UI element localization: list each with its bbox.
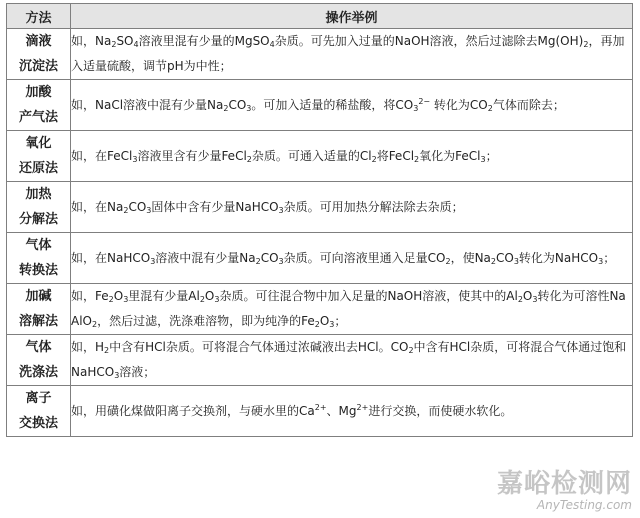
table-row (7, 233, 633, 284)
example-cell: 如，在FeCl$_3$溶液里含有少量FeCl$_2$杂质。可通入适量的$Cl_2$将FeCl$_2$氧化为FeCl$_3$； (71, 131, 633, 182)
methods-table (6, 3, 633, 437)
method-cell (7, 284, 71, 335)
method-name-part: 溶解法 (18, 314, 58, 329)
table-row (7, 182, 633, 233)
method-cell (7, 182, 71, 233)
table-row (7, 29, 633, 80)
table-row (7, 386, 633, 437)
example-cell: 如，$Na_2SO_4$溶液里混有少量的MgSO$_4$杂质。可先加入过量的NaOH溶液，然后过滤除去$Mg(OH)_2$，再加入适量硫酸，调节pH为中性； (71, 29, 633, 80)
example-cell: 如，用磺化煤做阳离子交换剂，与硬水里的$Ca^{2+}$、$Mg^{2+}$进行交换，而使硬水软化。 (71, 386, 633, 437)
method-name-part: 气体 (25, 340, 52, 355)
example-cell: 如，在$Na_2CO_3$固体中含有少量NaHCO$_3$杂质。可用加热分解法除去杂质； (71, 182, 633, 233)
header-example: 操作举例 (71, 4, 633, 29)
example-cell: 如，在NaHCO$_3$溶液中混有少量$Na_2CO_3$杂质。可向溶液里通入足量$CO_2$，使$Na_2CO_3$转化为NaHCO$_3$； (71, 233, 633, 284)
method-name-part: 滴液 (25, 34, 52, 49)
method-name-part: 加碱 (25, 289, 52, 304)
method-cell (7, 386, 71, 437)
method-name-part: 还原法 (18, 161, 58, 176)
method-name-part: 氧化 (25, 136, 52, 151)
method-name-part: 产气法 (18, 110, 58, 125)
example-cell: 如，$Fe_2O_3$里混有少量$Al_2O_3$杂质。可往混合物中加入足量的NaOH溶液，使其中的$Al_2O_3$转化为可溶性NaAlO$_2$，然后过滤，洗涤难溶物，即为纯净的$Fe_2O_3$； (71, 284, 633, 335)
example-cell: 如，NaCl溶液中混有少量$Na_2CO_3$。可加入适量的稀盐酸，将$CO_3^{2-}$ 转化为$CO_2$气体而除去； (71, 80, 633, 131)
header-method: 方法 (7, 4, 71, 29)
method-cell (7, 29, 71, 80)
method-name-part: 洗涤法 (18, 365, 58, 380)
method-name-part: 加热 (25, 187, 52, 202)
example-cell: 如，$H_2$中含有HCl杂质。可将混合气体通过浓碱液出去HCl。$CO_2$中含有HCl杂质，可将混合气体通过饱和NaHCO$_3$溶液； (71, 335, 633, 386)
method-name-part: 转换法 (18, 263, 58, 278)
method-cell (7, 131, 71, 182)
method-name-part: 沉淀法 (18, 59, 58, 74)
method-cell (7, 233, 71, 284)
method-cell (7, 335, 71, 386)
watermark-en: AnyTesting.com (536, 498, 632, 512)
table-row (7, 284, 633, 335)
table-body (7, 29, 633, 437)
watermark-cn: 嘉峪检测网 (496, 469, 632, 499)
method-cell (7, 80, 71, 131)
method-name-part: 加酸 (25, 85, 52, 100)
method-name-part: 分解法 (18, 212, 58, 227)
table-row (7, 335, 633, 386)
header-row (7, 4, 633, 29)
watermark (497, 470, 632, 512)
method-name-part: 气体 (25, 238, 52, 253)
table-row (7, 80, 633, 131)
table-row (7, 131, 633, 182)
method-name-part: 交换法 (18, 416, 58, 431)
method-name-part: 离子 (25, 391, 52, 406)
